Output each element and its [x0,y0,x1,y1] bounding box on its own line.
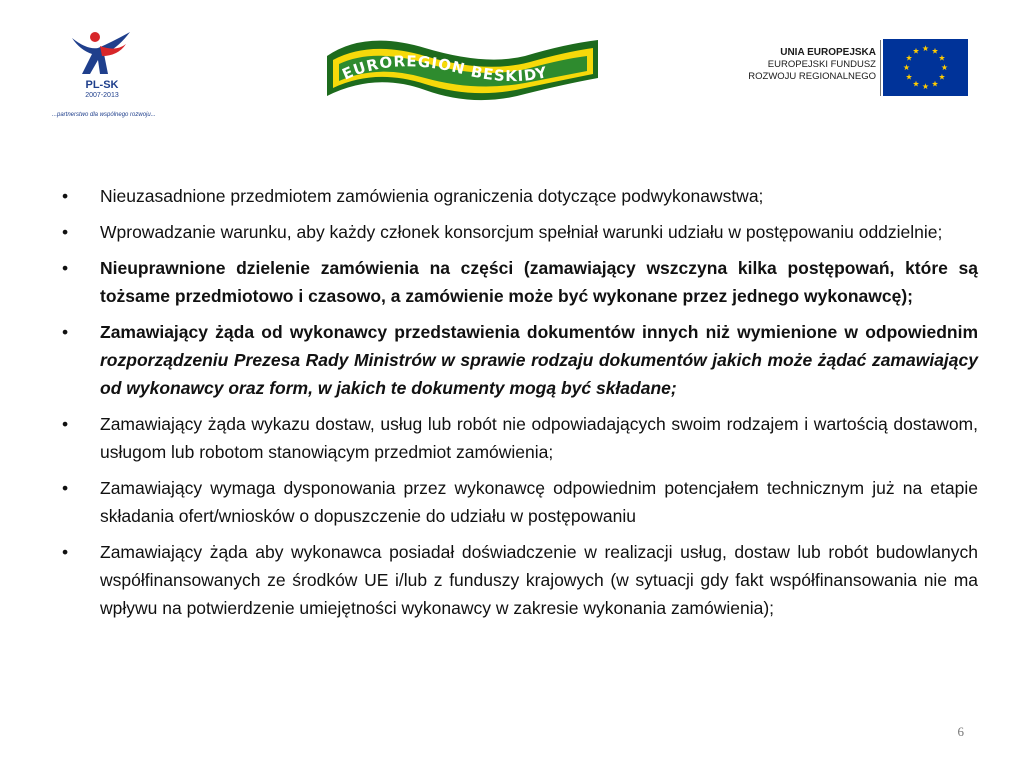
eu-star-icon [941,64,947,70]
eu-fund-label [716,47,876,83]
bullet-item [62,474,978,530]
eu-star-icon [906,55,912,61]
bullet-text: Nieuzasadnione przedmiotem zamówienia ograniczenia dotyczące podwykonawstwa; [100,186,764,206]
bullet-icon: • [62,542,69,562]
eu-star-icon [913,48,919,54]
bullet-item [62,538,978,622]
euroregion-beskidy-logo [325,34,600,108]
bullet-text: rozporządzeniu Prezesa Rady Ministrów w sprawie rodzaju dokumentów jakich może żądać zamawiający od wykonawcy oraz form, w jakich te dokumenty mogą być składane; [100,350,978,398]
bullet-icon: • [62,258,69,278]
bullet-text: Zamawiający wymaga dysponowania przez wykonawcę odpowiednim potencjałem technicznym już na etapie składania ofert/wniosków o dopuszczenie do udziału w postępowaniu [100,478,978,526]
plsk-years: 2007-2013 [85,92,119,99]
eu-star-icon [913,81,919,87]
eu-divider [880,40,881,96]
bullet-icon: • [62,186,69,206]
eu-stars-icon [883,39,968,96]
eu-line-3: ROZWOJU REGIONALNEGO [748,71,876,82]
plsk-tagline: ...partnerstwo dla wspólnego rozwoju... [52,112,156,118]
page-number: 6 [957,724,964,739]
plsk-logo [52,28,184,124]
euroregion-banner-icon [325,34,600,108]
eu-line-2: EUROPEJSKI FUNDUSZ [767,59,876,70]
euroregion-text-path: EUROREGION BESKIDY [339,52,550,86]
plsk-figure-icon [52,28,152,80]
eu-star-icon [939,74,945,80]
eu-star-icon [922,83,928,89]
bullet-icon: • [62,414,69,434]
bullet-text: Wprowadzanie warunku, aby każdy członek konsorcjum spełniał warunki udziału w postępowaniu oddzielnie; [100,222,943,242]
bullet-text: Zamawiający żąda aby wykonawca posiadał doświadczenie w realizacji usług, dostaw lub robót budowlanych współfinansowanych ze środków UE i/lub z funduszy krajowych (w sytuacji gdy fakt współfinansowania nie ma wpływu na potwierdzenie umiejętności wykonawcy w zakresie wykonania zamówienia); [100,542,978,618]
bullet-text: Zamawiający żąda od wykonawcy przedstawienia dokumentów innych niż wymienione w odpowiednim [100,322,978,342]
eu-star-icon [939,55,945,61]
bullet-text: Zamawiający żąda wykazu dostaw, usług lub robót nie odpowiadających swoim rodzajem i wartością dostawom, usługom lub robotom stanowiącym przedmiot zamówienia; [100,414,978,462]
plsk-label: PL-SK [85,79,119,91]
eu-star-icon [922,45,928,51]
bullet-list [62,182,978,630]
bullet-item [62,318,978,402]
eu-star-icon [906,74,912,80]
bullet-item [62,218,978,246]
eu-star-icon [932,48,938,54]
eu-flag-icon [883,39,968,96]
bullet-text: Nieuprawnione dzielenie zamówienia na części (zamawiający wszczyna kilka postępowań, które są tożsame przedmiotowo i czasowo, a zamówienie może być wykonane przez jednego wykonawcę); [100,258,978,306]
eu-star-icon [932,81,938,87]
eu-star-icon [903,64,909,70]
bullet-icon: • [62,222,69,242]
bullet-item [62,182,978,210]
bullet-item [62,410,978,466]
bullet-item [62,254,978,310]
eu-line-1: UNIA EUROPEJSKA [780,47,876,58]
bullet-icon: • [62,478,69,498]
bullet-icon: • [62,322,69,342]
